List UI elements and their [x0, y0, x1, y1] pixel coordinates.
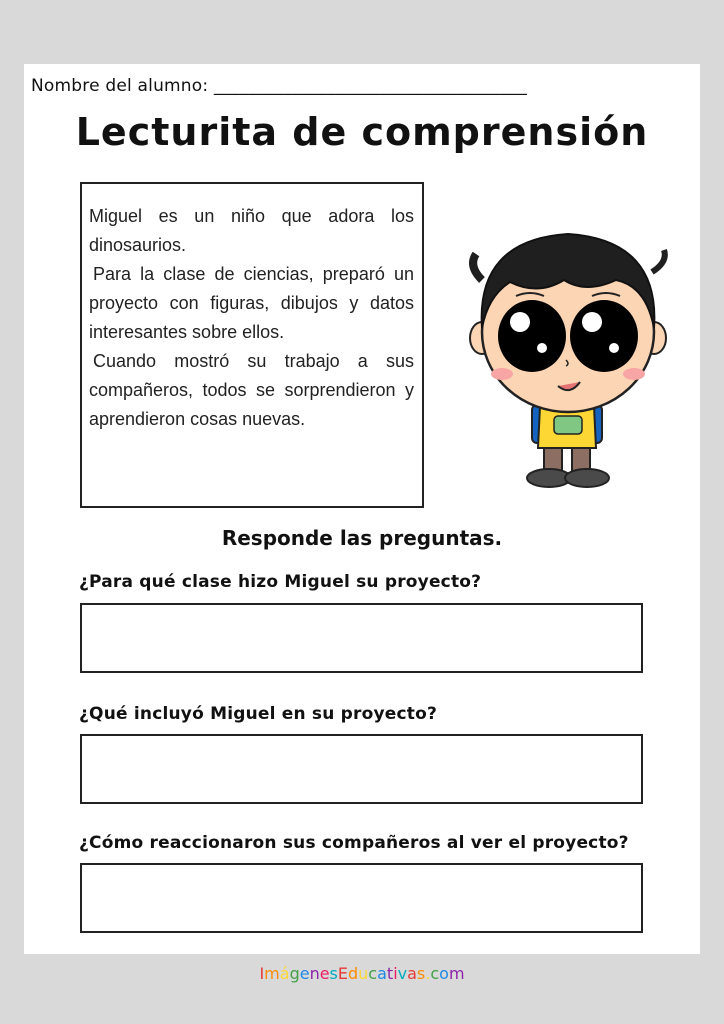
page-title: Lecturita de comprensión [75, 110, 649, 154]
story-paragraph: Para la clase de ciencias, preparó un proyecto con figuras, dibujos y datos interesantes sobre ellos. [89, 264, 414, 342]
student-name-line[interactable]: Nombre del alumno: ____________________________________ [31, 76, 528, 96]
story-box [80, 182, 424, 508]
answer-box-2[interactable] [80, 734, 643, 804]
footer-text: ImágenesEducativas.com [259, 964, 465, 983]
question-3: ¿Cómo reaccionaron sus compañeros al ver el proyecto? [79, 833, 629, 853]
answer-box-3[interactable] [80, 863, 643, 933]
question-2: ¿Qué incluyó Miguel en su proyecto? [79, 704, 438, 724]
website-credit [0, 964, 724, 983]
answer-box-1[interactable] [80, 603, 643, 673]
worksheet-page [24, 64, 700, 954]
instructions-heading: Responde las preguntas. [221, 526, 503, 550]
question-1: ¿Para qué clase hizo Miguel su proyecto? [79, 572, 482, 592]
story-paragraph: Miguel es un niño que adora los dinosaurios. [89, 206, 414, 255]
boy-character-illustration [446, 210, 696, 500]
story-paragraph: Cuando mostró su trabajo a sus compañeros, todos se sorprendieron y aprendieron cosas nuevas. [89, 351, 414, 429]
